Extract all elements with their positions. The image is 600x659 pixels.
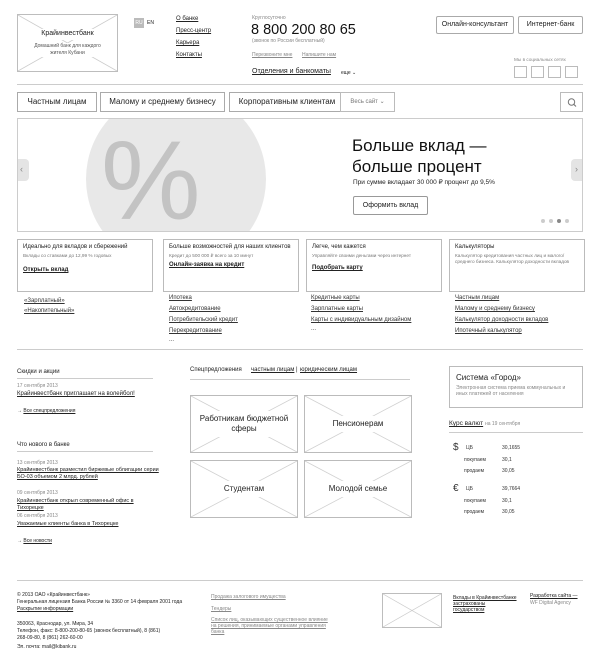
logo-placeholder[interactable] bbox=[17, 14, 118, 72]
promo-section-title: Скидки и акции bbox=[17, 369, 60, 375]
slider-dot-1[interactable] bbox=[541, 219, 545, 223]
chevron-down-icon: ⌄ bbox=[352, 70, 357, 76]
filter-separator: | bbox=[296, 367, 298, 373]
banner-next[interactable] bbox=[571, 159, 583, 181]
disclosure-link[interactable]: Раскрытие информации bbox=[17, 606, 74, 612]
branches-link[interactable]: Отделения и банкоматы bbox=[252, 68, 331, 75]
list-item[interactable]: Малому и среднему бизнесу bbox=[455, 306, 535, 312]
banner-subtitle: При сумме вкладает 30 000 ₽ процент до 9,5% bbox=[353, 179, 495, 186]
tile-label: Работникам бюджетной сферы bbox=[191, 411, 297, 437]
phone-number: 8 800 200 80 65 bbox=[251, 22, 356, 38]
tab-corporate[interactable]: Корпоративным клиентам bbox=[229, 92, 345, 112]
euro-icon: € bbox=[453, 483, 459, 494]
online-consultant-button[interactable]: Онлайн-консультант bbox=[436, 16, 514, 34]
tab-whole-site[interactable] bbox=[340, 92, 395, 112]
news-date: 13 сентября 2013 bbox=[17, 460, 58, 466]
developer-name: WF Digital Agency bbox=[530, 600, 571, 606]
list-item[interactable]: Частным лицам bbox=[455, 295, 500, 301]
slider-dot-4[interactable] bbox=[565, 219, 569, 223]
card-subtitle: Вклады со ставками до 12,99 % годовых bbox=[23, 253, 112, 258]
list-item[interactable]: Карты с индивидуальным дизайном bbox=[311, 317, 412, 323]
arrow-right-icon: → bbox=[17, 538, 24, 544]
promo-banner[interactable] bbox=[17, 118, 583, 232]
developer-link[interactable]: Разработка сайта — bbox=[530, 593, 578, 599]
slider-dot-3[interactable] bbox=[557, 219, 561, 223]
all-news-link[interactable]: → Все новости bbox=[17, 538, 52, 544]
lang-en[interactable]: EN bbox=[147, 20, 154, 26]
open-deposit-button[interactable]: Оформить вклад bbox=[353, 196, 428, 215]
social-icon-2[interactable] bbox=[531, 66, 544, 78]
list-item[interactable]: Ипотечный калькулятор bbox=[455, 328, 522, 334]
card-calculators bbox=[449, 239, 585, 292]
nav-press[interactable]: Пресс-центр bbox=[176, 28, 212, 34]
card-cards bbox=[306, 239, 442, 292]
list-item[interactable]: Ипотека bbox=[169, 295, 192, 301]
eur-cb-label: ЦБ bbox=[466, 486, 473, 492]
filter-legal[interactable]: юридическим лицам bbox=[300, 367, 358, 373]
social-label: Мы в социальных сетях bbox=[514, 57, 566, 62]
news-section-title: Что нового в банке bbox=[17, 442, 70, 448]
banner-title-2: больше процент bbox=[352, 157, 482, 176]
news-date: 06 сентября 2013 bbox=[17, 513, 58, 519]
usd-cb-label: ЦБ bbox=[466, 445, 473, 451]
city-title: Система «Город» bbox=[456, 373, 521, 382]
write-us-link[interactable]: Напишите нам bbox=[302, 52, 337, 58]
header-divider bbox=[17, 84, 583, 85]
offer-tile-students[interactable] bbox=[190, 460, 298, 518]
tab-private[interactable]: Частным лицам bbox=[17, 92, 97, 112]
social-icon-1[interactable] bbox=[514, 66, 527, 78]
chevron-right-icon: › bbox=[575, 164, 578, 174]
news-date: 09 сентября 2013 bbox=[17, 490, 58, 496]
copyright: © 2013 ОАО «Крайинвестбанк» bbox=[17, 592, 90, 598]
card-subtitle: Кредит до 500 000 ₽ всего за 10 минут bbox=[169, 253, 254, 258]
card-title: Идеально для вкладов и сбережений bbox=[23, 244, 128, 250]
news-link[interactable]: Крайинвестбанк разместил биржевые облигации серии БО-03 объемом 2 млрд. рублей bbox=[17, 467, 159, 480]
card-subtitle: Калькулятор кредитования частных лиц и малого/среднего бизнеса. Калькулятор доходности вкладов bbox=[455, 253, 570, 264]
usd-sell-value: 30,05 bbox=[502, 468, 515, 474]
social-icon-4[interactable] bbox=[565, 66, 578, 78]
list-item[interactable]: Кредитные карты bbox=[311, 295, 360, 301]
filter-private[interactable]: частным лицам bbox=[251, 367, 295, 373]
offer-tile-young-family[interactable] bbox=[304, 460, 412, 518]
card-link[interactable]: Онлайн-заявка на кредит bbox=[169, 262, 245, 268]
card-title: Больше возможностей для наших клиентов bbox=[169, 244, 291, 250]
news-date: 17 сентября 2013 bbox=[17, 383, 58, 389]
list-item[interactable]: Автокредитование bbox=[169, 306, 221, 312]
all-promos-link[interactable]: → Все спецпредложения bbox=[17, 408, 76, 414]
city-system-box[interactable] bbox=[449, 366, 583, 408]
eur-sell-value: 30,05 bbox=[502, 509, 515, 515]
list-item[interactable]: Калькулятор доходности вкладов bbox=[455, 317, 549, 323]
usd-buy-label: покупаем bbox=[464, 457, 486, 463]
footer-link-collateral[interactable]: Продажа залогового имущества bbox=[211, 594, 286, 600]
news-link[interactable]: Уважаемые клиенты банка в Тихорецке bbox=[17, 521, 119, 527]
banner-title-1: Больше вклад — bbox=[352, 136, 487, 155]
usd-buy-value: 30,1 bbox=[502, 457, 512, 463]
contact-phones: Телефон, факс: 8-800-200-80-65 (звонок бесплатный), 8 (861) 268-09-80, 8 (861) 262-60-00 bbox=[17, 628, 161, 641]
nav-career[interactable]: Карьера bbox=[176, 40, 200, 46]
news-link[interactable]: Крайинвестбанк открыл современный офис в Тихорецке bbox=[17, 498, 134, 511]
phone-note: Круглосуточно bbox=[252, 15, 286, 21]
callback-link[interactable]: Перезвоните мне bbox=[252, 52, 293, 58]
contact-email: Эл. почта: mail@kibank.ru bbox=[17, 644, 77, 650]
offer-tile-public-sector[interactable] bbox=[190, 395, 298, 453]
address: 350063, Краснодар, ул. Мира, 34 bbox=[17, 621, 94, 627]
logo-name: Крайинвестбанк bbox=[18, 29, 117, 40]
search-button[interactable] bbox=[560, 92, 583, 112]
tab-sme[interactable]: Малому и среднему бизнесу bbox=[100, 92, 225, 112]
chevron-down-icon: ⌄ bbox=[379, 99, 385, 105]
insurance-logo-placeholder[interactable] bbox=[382, 593, 442, 628]
list-item[interactable]: «Зарплатный» bbox=[24, 298, 65, 304]
list-item[interactable]: Зарплатные карты bbox=[311, 306, 363, 312]
whole-site-label: Весь сайт bbox=[350, 99, 378, 105]
tile-label: Студентам bbox=[191, 481, 297, 497]
section-divider bbox=[17, 349, 583, 350]
list-item[interactable]: ... bbox=[169, 337, 175, 343]
list-item[interactable]: «Накопительный» bbox=[24, 308, 75, 314]
license: Генеральная лицензия Банка России № 3360 от 14 февраля 2001 года bbox=[17, 599, 183, 605]
nav-contacts[interactable]: Контакты bbox=[176, 52, 202, 58]
news-link[interactable]: Крайинвестбанк приглашает на волейбол! bbox=[17, 391, 135, 397]
offer-tile-pensioners[interactable] bbox=[304, 395, 412, 453]
card-link[interactable]: Открыть вклад bbox=[23, 267, 69, 273]
list-item[interactable]: ... bbox=[311, 326, 317, 332]
phone-subtitle: (звонок по России бесплатный) bbox=[252, 38, 325, 44]
city-text: Электронная система приема коммунальных и иных платежей от населения bbox=[456, 385, 566, 397]
percent-glyph: % bbox=[101, 118, 201, 232]
footer-link-tenders[interactable]: Тендеры bbox=[211, 606, 232, 612]
list-item[interactable]: Потребительский кредит bbox=[169, 317, 238, 323]
nav-about[interactable]: О банке bbox=[176, 16, 199, 22]
internet-bank-button[interactable]: Интернет-банк bbox=[518, 16, 583, 34]
more-label: еще bbox=[341, 70, 351, 76]
dollar-icon: $ bbox=[453, 442, 459, 453]
arrow-right-icon: → bbox=[17, 408, 24, 414]
tile-label: Пенсионерам bbox=[305, 416, 411, 432]
lang-ru[interactable]: RU bbox=[135, 20, 143, 26]
special-title: Спецпредложения bbox=[190, 367, 242, 373]
banner-prev[interactable] bbox=[18, 159, 29, 181]
insured-text[interactable]: Вклады в Крайинвестбанке застрахованы государством bbox=[453, 595, 517, 613]
eur-sell-label: продаем bbox=[464, 509, 485, 515]
usd-cb-value: 30,1655 bbox=[502, 445, 521, 451]
chevron-left-icon: ‹ bbox=[20, 164, 23, 174]
eur-buy-value: 30,1 bbox=[502, 498, 512, 504]
search-icon bbox=[561, 93, 584, 113]
eur-cb-value: 39,7664 bbox=[502, 486, 521, 492]
footer-link-influencers[interactable]: Список лиц, оказывающих существенное влияние на решения, принимаемые органами управления банка bbox=[211, 617, 328, 635]
card-title: Легче, чем кажется bbox=[312, 244, 366, 250]
footer-divider bbox=[17, 580, 583, 581]
rates-title: Курс валют на 19 сентября bbox=[449, 420, 521, 427]
slider-dot-2[interactable] bbox=[549, 219, 553, 223]
tile-label: Молодой семье bbox=[305, 481, 411, 497]
list-item[interactable]: Перекредитование bbox=[169, 328, 222, 334]
card-subtitle: Управляйте своими деньгами через интернет bbox=[312, 253, 411, 258]
eur-buy-label: покупаем bbox=[464, 498, 486, 504]
usd-sell-label: продаем bbox=[464, 468, 485, 474]
logo-tagline: Домашний банк для каждого жителя Кубани bbox=[32, 43, 103, 57]
social-icon-3[interactable] bbox=[548, 66, 561, 78]
card-credits bbox=[163, 239, 299, 292]
card-title: Калькуляторы bbox=[455, 244, 495, 250]
more-dropdown[interactable] bbox=[341, 70, 356, 76]
card-link[interactable]: Подобрать карту bbox=[312, 265, 363, 271]
card-deposits bbox=[17, 239, 153, 292]
image-placeholder-icon bbox=[383, 594, 441, 627]
